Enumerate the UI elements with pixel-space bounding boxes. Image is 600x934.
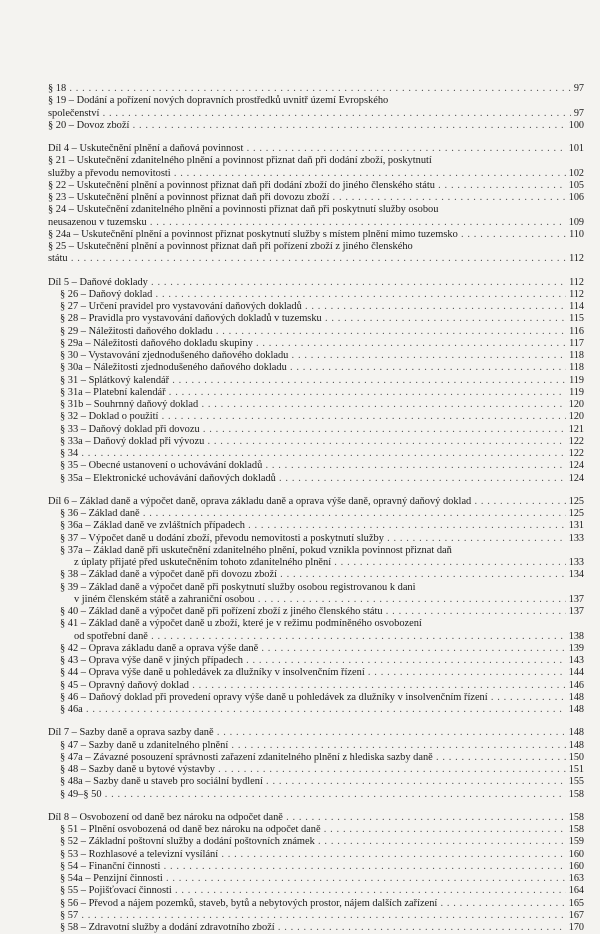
toc-entry-text: § 43 – Oprava výše daně v jiných případech . . .: [48, 655, 584, 667]
toc-entry-text: § 28 – Pravidla pro vystavování daňových dokladů v tuzemsku . . .: [48, 313, 584, 325]
toc-entry: [48, 873, 584, 885]
page-number: 97: [571, 108, 584, 120]
toc-heading: [48, 83, 584, 95]
toc-entry: [48, 704, 584, 716]
page-number: 163: [566, 873, 584, 885]
page-number: 158: [566, 812, 584, 824]
toc-entry: [48, 350, 584, 362]
page-number: 105: [566, 180, 584, 192]
toc-entry: [48, 301, 584, 313]
toc-entry: [48, 289, 584, 301]
toc-entry: [48, 836, 584, 848]
toc-heading: [48, 180, 584, 192]
toc-entry-text: § 53 – Rozhlasové a televizní vysílání . . .: [48, 849, 584, 861]
toc-entry: [48, 692, 584, 704]
toc-entry-text: § 23 – Uskutečnění plnění a povinnost přiznat daň při dovozu zboží . . .: [48, 192, 584, 204]
toc-entry: [48, 643, 584, 655]
toc-entry-text: § 58 – Zdravotní služby a dodání zdravotního zboží . . .: [48, 922, 584, 934]
page-number: 97: [571, 83, 584, 95]
toc-section: [48, 812, 584, 934]
toc-entry-text: § 49–§ 50 . . .: [48, 789, 584, 801]
toc-entry-text: § 47 – Sazby daně u zdanitelného plnění . . .: [48, 740, 584, 752]
toc-entry-text: § 54a – Penzijní činnosti . . .: [48, 873, 584, 885]
page-number: 164: [566, 885, 584, 897]
page-number: 109: [566, 217, 584, 229]
toc-entry: [48, 849, 584, 861]
toc-entry-text: § 37a – Základ daně při uskutečnění zdanitelného plnění, pokud vznikla povinnost přiznat daň: [60, 544, 452, 556]
toc-entry-text: od spotřební daně . . .: [48, 631, 584, 643]
toc-entry-text: § 29 – Náležitosti daňového dokladu . . .: [48, 326, 584, 338]
toc-entry-text: § 29a – Náležitosti daňového dokladu skupiny . . .: [48, 338, 584, 350]
page-number: 117: [566, 338, 584, 350]
page-number: 143: [566, 655, 584, 667]
page-number: 137: [566, 606, 584, 618]
toc-heading: [48, 812, 584, 824]
toc-heading: [48, 143, 584, 155]
toc-entry-text: § 25 – Uskutečnění plnění a povinnost přiznat daň při pořízení zboží z jiného členského: [48, 241, 413, 252]
toc-entry: [48, 667, 584, 679]
page-number: 151: [566, 764, 584, 776]
page-number: 165: [566, 898, 584, 910]
page-number: 120: [566, 399, 584, 411]
toc-entry-text: § 31 – Splátkový kalendář . . .: [48, 375, 584, 387]
toc-section: [48, 83, 584, 132]
page-number: 133: [566, 557, 584, 569]
toc-entry: [48, 861, 584, 873]
page-number: 110: [566, 229, 584, 241]
toc-entry: [48, 752, 584, 764]
toc-entry: [48, 424, 584, 436]
page-number: 118: [566, 362, 584, 374]
toc-entry: [48, 545, 584, 570]
toc-entry-text: § 22 – Uskutečnění plnění a povinnost přiznat daň při dodání zboží do jiného členského státu . . .: [48, 180, 584, 192]
page-number: 119: [566, 387, 584, 399]
toc-entry-text: služby a převodu nemovitosti . . .: [48, 168, 584, 180]
toc-entry: [48, 606, 584, 618]
toc-entry: [48, 898, 584, 910]
toc-heading: [48, 95, 584, 120]
page-number: 170: [566, 922, 584, 934]
toc-heading: [48, 241, 584, 266]
toc-entry: [48, 569, 584, 581]
toc-entry-text: § 31b – Souhrnný daňový doklad . . .: [48, 399, 584, 411]
toc-entry-text: § 37 – Výpočet daně u dodání zboží, převodu nemovitosti a poskytnutí služby . . .: [48, 533, 584, 545]
toc-entry-text: § 24a – Uskutečnění plnění a povinnost přiznat poskytnutí služby s místem plnění mimo tuzemsko . . .: [48, 229, 584, 241]
page-number: 119: [566, 375, 584, 387]
toc-section: [48, 727, 584, 801]
page-number: 118: [566, 350, 584, 362]
toc-entry: [48, 460, 584, 472]
page-number: 139: [566, 643, 584, 655]
toc-entry: [48, 520, 584, 532]
toc-entry-text: § 55 – Pojišťovací činnosti . . .: [48, 885, 584, 897]
toc-entry: [48, 508, 584, 520]
toc-entry-text: § 45 – Opravný daňový doklad . . .: [48, 680, 584, 692]
page-number: 121: [566, 424, 584, 436]
page-number: 148: [566, 727, 584, 739]
toc-entry: [48, 885, 584, 897]
toc-entry-text: Díl 7 – Sazby daně a oprava sazby daně . . .: [48, 727, 584, 739]
toc-entry-text: § 34 . . .: [48, 448, 584, 460]
page-number: 122: [566, 448, 584, 460]
toc-entry: [48, 764, 584, 776]
toc-entry: [48, 436, 584, 448]
toc-entry: [48, 326, 584, 338]
page-number: 112: [566, 289, 584, 301]
toc-heading: [48, 229, 584, 241]
toc-entry: [48, 922, 584, 934]
page-number: 115: [566, 313, 584, 325]
toc-entry: [48, 411, 584, 423]
page-number: 137: [566, 594, 584, 606]
toc-entry: [48, 362, 584, 374]
toc-entry: [48, 448, 584, 460]
toc-entry-text: § 39 – Základ daně a výpočet daně při poskytnutí služby osobou registrovanou k dani: [60, 581, 416, 593]
toc-entry-text: § 31a – Platební kalendář . . .: [48, 387, 584, 399]
toc-entry-text: neusazenou v tuzemsku . . .: [48, 217, 584, 229]
toc-heading: [48, 120, 584, 132]
page-number: 148: [566, 692, 584, 704]
page-number: 133: [566, 533, 584, 545]
toc-entry-text: z úplaty přijaté před uskutečněním tohoto zdanitelného plnění . . .: [48, 557, 584, 569]
toc-entry: [48, 776, 584, 788]
toc-entry-text: § 40 – Základ daně a výpočet daně při pořízení zboží z jiného členského státu . . .: [48, 606, 584, 618]
toc-entry-text: § 35a – Elektronické uchovávání daňových dokladů . . .: [48, 473, 584, 485]
toc-entry: [48, 910, 584, 922]
toc-entry: [48, 582, 584, 607]
toc-heading: [48, 204, 584, 229]
toc-entry-text: Díl 5 – Daňové doklady . . .: [48, 277, 584, 289]
toc-entry: [48, 680, 584, 692]
toc-entry-text: § 30a – Náležitosti zjednodušeného daňového dokladu . . .: [48, 362, 584, 374]
toc-entry: [48, 740, 584, 752]
toc-entry-text: § 46 – Daňový doklad při provedení opravy výše daně u pohledávek za dlužníky v insolvenčním řízení . . .: [48, 692, 584, 704]
page-number: 159: [566, 836, 584, 848]
page-number: 158: [566, 789, 584, 801]
toc-heading: [48, 192, 584, 204]
page-number: 160: [566, 861, 584, 873]
toc-entry: [48, 338, 584, 350]
page-number: 138: [566, 631, 584, 643]
toc-entry-text: § 36a – Základ daně ve zvláštních případech . . .: [48, 520, 584, 532]
toc-entry-text: státu . . .: [48, 253, 584, 265]
toc-entry-text: § 41 – Základ daně a výpočet daně u zboží, které je v režimu podmíněného osvobození: [60, 618, 422, 630]
toc-heading: [48, 727, 584, 739]
toc-entry-text: § 30 – Vystavování zjednodušeného daňového dokladu . . .: [48, 350, 584, 362]
page-number: 120: [566, 411, 584, 423]
table-of-contents: [48, 83, 584, 934]
toc-entry-text: v jiném členském státě a zahraniční osobou . . .: [48, 594, 584, 606]
page-number: 124: [566, 460, 584, 472]
page-number: 158: [566, 824, 584, 836]
page-number: 102: [566, 168, 584, 180]
toc-entry-text: § 48a – Sazby daně u staveb pro sociální bydlení . . .: [48, 776, 584, 788]
toc-entry: [48, 618, 584, 643]
page-number: 124: [566, 473, 584, 485]
toc-entry-text: § 56 – Převod a nájem pozemků, staveb, bytů a nebytových prostor, nájem dalších zařízení . . .: [48, 898, 584, 910]
toc-entry-text: § 38 – Základ daně a výpočet daně při dovozu zboží . . .: [48, 569, 584, 581]
toc-entry: [48, 375, 584, 387]
toc-entry-text: § 32 – Doklad o použití . . .: [48, 411, 584, 423]
toc-entry-text: § 33a – Daňový doklad při vývozu . . .: [48, 436, 584, 448]
page-number: 125: [566, 496, 584, 508]
page-number: 100: [566, 120, 584, 132]
toc-heading: [48, 155, 584, 180]
toc-entry-text: § 18 . . .: [48, 83, 584, 95]
toc-entry-text: Díl 8 – Osvobození od daně bez nároku na odpočet daně . . .: [48, 812, 584, 824]
toc-entry-text: § 35 – Obecné ustanovení o uchovávání dokladů . . .: [48, 460, 584, 472]
toc-entry-text: § 52 – Základní poštovní služby a dodání poštovních známek . . .: [48, 836, 584, 848]
toc-entry-text: Díl 6 – Základ daně a výpočet daně, oprava základu daně a oprava výše daně, opravný daňový doklad . . .: [48, 496, 584, 508]
toc-section: [48, 496, 584, 717]
toc-entry: [48, 313, 584, 325]
toc-entry: [48, 533, 584, 545]
toc-entry: [48, 399, 584, 411]
toc-entry-text: § 57 . . .: [48, 910, 584, 922]
page-number: 112: [566, 253, 584, 265]
toc-entry: [48, 387, 584, 399]
page-number: 148: [566, 740, 584, 752]
toc-entry: [48, 789, 584, 801]
page-number: 134: [566, 569, 584, 581]
page-number: 155: [566, 776, 584, 788]
page-number: 116: [566, 326, 584, 338]
toc-entry-text: § 33 – Daňový doklad při dovozu . . .: [48, 424, 584, 436]
page-number: 101: [566, 143, 584, 155]
page-number: 106: [566, 192, 584, 204]
page-number: 112: [566, 277, 584, 289]
toc-entry-text: § 26 – Daňový doklad . . .: [48, 289, 584, 301]
toc-entry-text: § 19 – Dodání a pořízení nových dopravních prostředků uvnitř území Evropského: [48, 95, 389, 107]
toc-entry-text: § 36 – Základ daně . . .: [48, 508, 584, 520]
page-number: 122: [566, 436, 584, 448]
toc-entry-text: § 51 – Plnění osvobozená od daně bez nároku na odpočet daně . . .: [48, 824, 584, 836]
toc-section: [48, 143, 584, 266]
page-number: 160: [566, 849, 584, 861]
page-number: 167: [566, 910, 584, 922]
toc-entry-text: § 24 – Uskutečnění zdanitelného plnění a povinnosti přiznat daň při poskytnutí služby osobou: [48, 204, 439, 216]
toc-entry: [48, 824, 584, 836]
toc-entry-text: § 54 – Finanční činnosti . . .: [48, 861, 584, 873]
toc-entry-text: § 46a . . .: [48, 704, 584, 716]
toc-entry: [48, 473, 584, 485]
toc-entry-text: § 42 – Oprava základu daně a oprava výše daně . . .: [48, 643, 584, 655]
toc-heading: [48, 496, 584, 508]
page-number: 144: [566, 667, 584, 679]
toc-entry-text: § 48 – Sazby daně u bytové výstavby . . .: [48, 764, 584, 776]
toc-section: [48, 277, 584, 485]
page-number: 148: [566, 704, 584, 716]
toc-entry: [48, 655, 584, 667]
page-number: 125: [566, 508, 584, 520]
toc-entry-text: Díl 4 – Uskutečnění plnění a daňová povinnost . . .: [48, 143, 584, 155]
page-number: 114: [566, 301, 584, 313]
toc-entry-text: § 27 – Určení pravidel pro vystavování daňových dokladů . . .: [48, 301, 584, 313]
toc-entry-text: § 44 – Oprava výše daně u pohledávek za dlužníky v insolvenčním řízení . . .: [48, 667, 584, 679]
page-number: 131: [566, 520, 584, 532]
page-number: 150: [566, 752, 584, 764]
page-number: 146: [566, 680, 584, 692]
toc-entry-text: § 21 – Uskutečnění zdanitelného plnění a povinnost přiznat daň při dodání zboží, poskytnutí: [48, 155, 432, 167]
toc-entry-text: § 47a – Závazné posouzení správnosti zařazení zdanitelného plnění z hlediska sazby daně . . .: [48, 752, 584, 764]
toc-heading: [48, 277, 584, 289]
toc-entry-text: § 20 – Dovoz zboží . . .: [48, 120, 584, 132]
toc-entry-text: společenství . . .: [48, 108, 584, 120]
